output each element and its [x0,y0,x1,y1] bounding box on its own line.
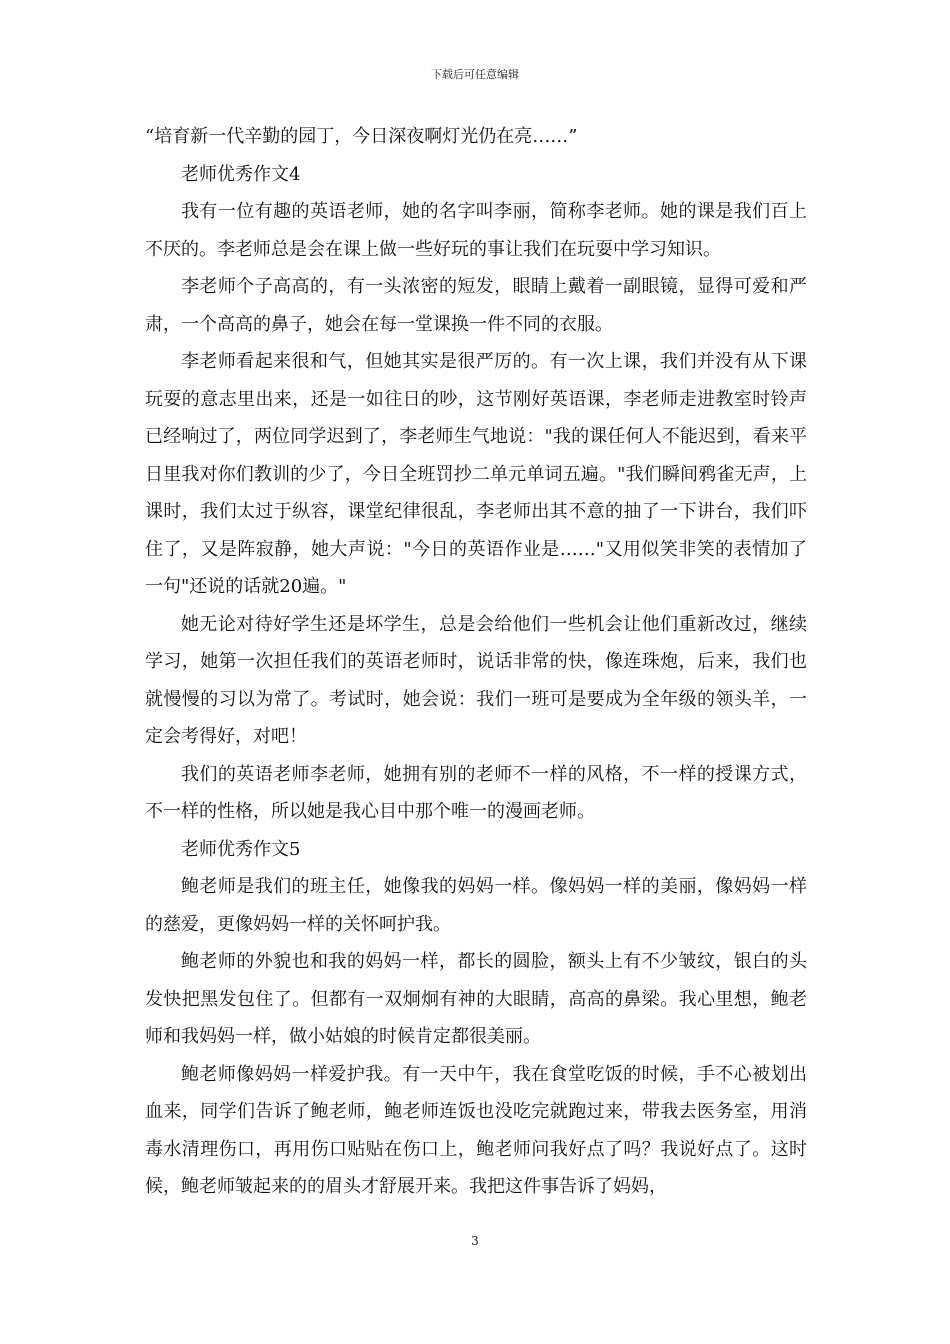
paragraph: 鲍老师是我们的班主任，她像我的妈妈一样。像妈妈一样的美丽，像妈妈一样的慈爱，更像妈妈一样的关怀呵护我。 [145,876,807,935]
page-number: 3 [471,1234,479,1248]
paragraph: 她无论对待好学生还是坏学生，总是会给他们一些机会让他们重新改过，继续学习，她第一次担任我们的英语老师时，说话非常的快，像连珠炮，后来，我们也就慢慢的习以为常了。考试时，她会说：我们一班可是要成为全年级的领头羊，一定会考得好，对吧！ [145,613,807,747]
paragraph: 鲍老师像妈妈一样爱护我。有一天中午，我在食堂吃饭的时候，手不心被划出血来，同学们告诉了鲍老师，鲍老师连饭也没吃完就跑过来，带我去医务室，用消毒水清理伤口，再用伤口贴贴在伤口上，鲍老师问我好点了吗？我说好点了。这时候，鲍老师皱起来的的眉头才舒展开来。我把这件事告诉了妈妈， [145,1063,807,1197]
paragraph-poem-quote: “培育新一代辛勤的园丁，今日深夜啊灯光仍在亮……” [145,126,578,147]
document-body [145,118,807,1206]
paragraph: 我们的英语老师李老师，她拥有别的老师不一样的风格，不一样的授课方式，不一样的性格，所以她是我心目中那个唯一的漫画老师。 [145,763,807,822]
paragraph: 李老师个子高高的，有一头浓密的短发，眼睛上戴着一副眼镜，显得可爱和严肃，一个高高的鼻子，她会在每一堂课换一件不同的衣服。 [145,276,807,335]
paragraph: 我有一位有趣的英语老师，她的名字叫李丽，简称李老师。她的课是我们百上不厌的。李老师总是会在课上做一些好玩的事让我们在玩耍中学习知识。 [145,201,807,260]
paragraph: 李老师看起来很和气，但她其实是很严厉的。有一次上课，我们并没有从下课玩耍的意志里出来，还是一如往日的吵，这节刚好英语课，李老师走进教室时铃声已经响过了，两位同学迟到了，李老师生气地说："我的课任何人不能迟到，看来平日里我对你们教训的少了，今日全班罚抄二单元单词五遍。"我们瞬间鸦雀无声，上课时，我们太过于纵容，课堂纪律很乱，李老师出其不意的抽了一下讲台，我们吓住了，又是阵寂静，她大声说："今日的英语作业是……"又用似笑非笑的表情加了一句"还说的话就20遍。" [145,351,807,597]
page-header: 下载后可任意编辑 [431,68,519,81]
paragraph: 鲍老师的外貌也和我的妈妈一样，都长的圆脸，额头上有不少皱纹，银白的头发快把黑发包住了。但都有一双炯炯有神的大眼睛，高高的鼻梁。我心里想，鲍老师和我妈妈一样，做小姑娘的时候肯定都很美丽。 [145,951,807,1047]
section-heading-essay-4: 老师优秀作文4 [181,163,301,185]
section-heading-essay-5: 老师优秀作文5 [181,838,301,860]
